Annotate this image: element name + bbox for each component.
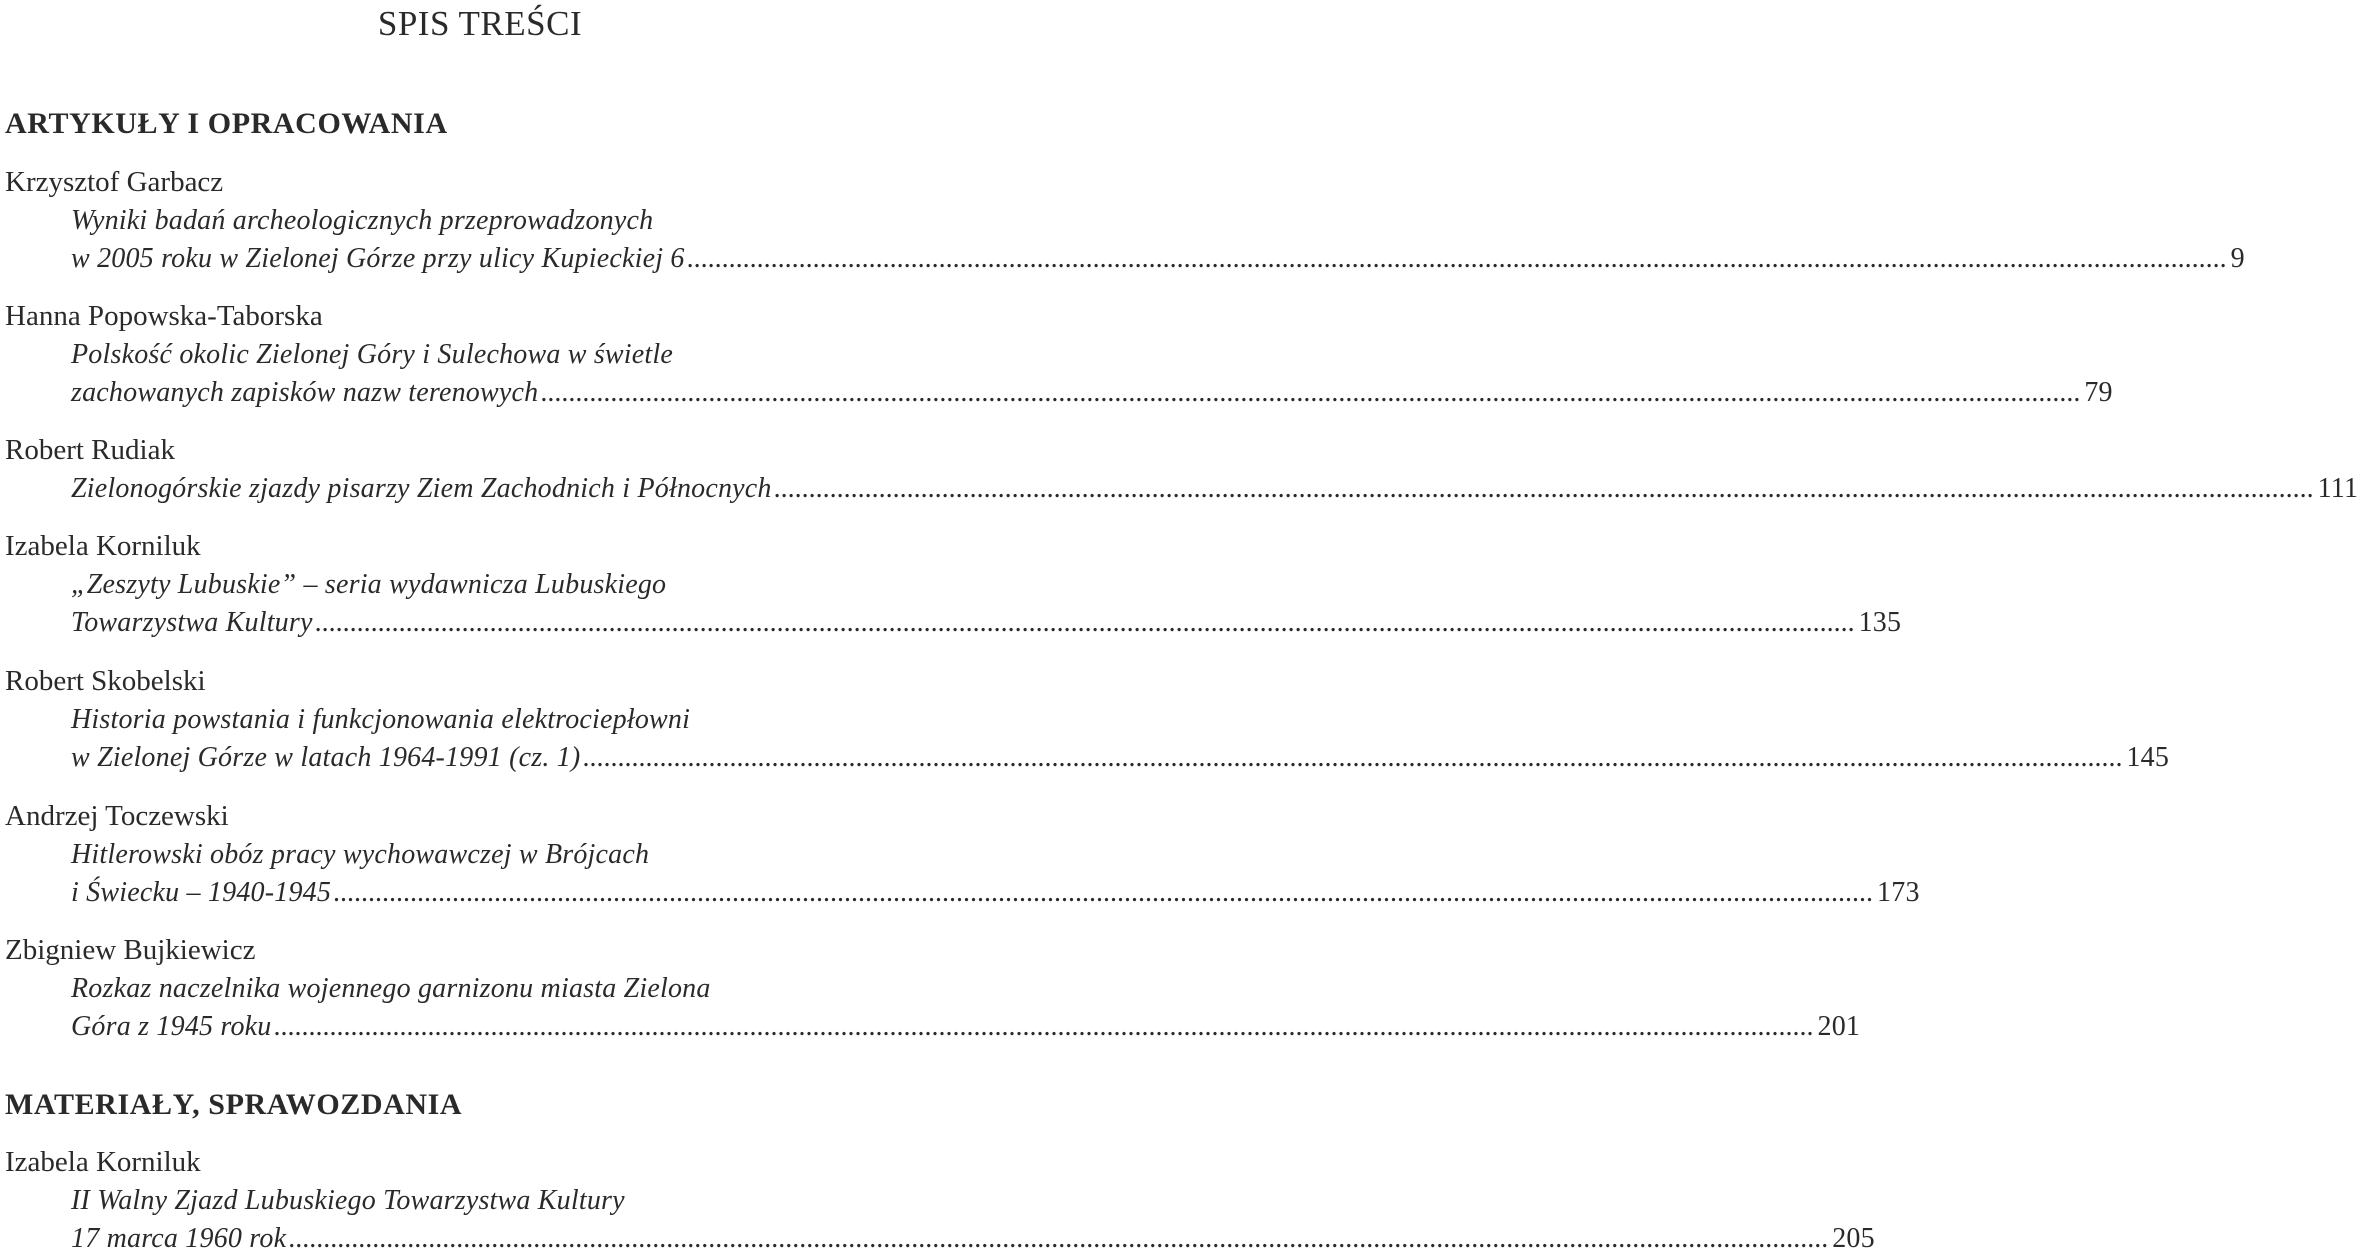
entry-title-text: Towarzystwa Kultury — [71, 607, 313, 638]
entry-title-last-line — [71, 604, 1902, 642]
dot-leader: ............................................................................................................................................................................................................................ — [686, 243, 2227, 274]
section-heading-materials: MATERIAŁY, SPRAWOZDANIA — [5, 1088, 463, 1121]
entry-title-text: zachowanych zapisków nazw terenowych — [71, 377, 539, 408]
entry-page-number: 205 — [1832, 1223, 1875, 1254]
entry-title-line: Wyniki badań archeologicznych przeprowadzonych — [71, 205, 654, 236]
entry-title-text: w 2005 roku w Zielonej Górze przy ulicy Kupieckiej 6 — [71, 243, 685, 274]
entry-author: Izabela Korniluk — [5, 530, 201, 562]
entry-author: Krzysztof Garbacz — [5, 166, 224, 198]
entry-author: Robert Skobelski — [5, 665, 206, 697]
entry-title-last-line — [71, 470, 2358, 508]
dot-leader: ............................................................................................................................................................................................................................ — [582, 742, 2123, 773]
entry-title-line: Hitlerowski obóz pracy wychowawczej w Brójcach — [71, 839, 650, 870]
entry-title-last-line — [71, 739, 2170, 777]
entry-title-last-line — [71, 1220, 1875, 1258]
entry-page-number: 79 — [2084, 377, 2113, 408]
entry-page-number: 201 — [1817, 1011, 1861, 1042]
entry-title-text: Góra z 1945 roku — [71, 1011, 272, 1042]
entry-page-number: 9 — [2230, 243, 2245, 274]
dot-leader: ............................................................................................................................................................................................................................ — [773, 473, 2314, 504]
dot-leader: ............................................................................................................................................................................................................................ — [273, 1011, 1814, 1042]
entry-title-last-line — [71, 240, 2245, 278]
entry-title-text: Zielonogórskie zjazdy pisarzy Ziem Zachodnich i Północnych — [71, 473, 772, 504]
dot-leader: ............................................................................................................................................................................................................................ — [314, 607, 1855, 638]
dot-leader: ............................................................................................................................................................................................................................ — [288, 1223, 1829, 1254]
entry-title-last-line — [71, 374, 2113, 412]
entry-title-line: „Zeszyty Lubuskie” – seria wydawnicza Lubuskiego — [71, 569, 667, 600]
entry-title-text: w Zielonej Górze w latach 1964-1991 (cz. 1) — [71, 742, 581, 773]
entry-author: Andrzej Toczewski — [5, 800, 229, 832]
entry-title-text: 17 marca 1960 rok — [71, 1223, 287, 1254]
entry-author: Hanna Popowska-Taborska — [5, 300, 323, 332]
dot-leader: ............................................................................................................................................................................................................................ — [333, 877, 1874, 908]
entry-title-line: II Walny Zjazd Lubuskiego Towarzystwa Kultury — [71, 1185, 625, 1216]
entry-title-line: Historia powstania i funkcjonowania elektrociepłowni — [71, 704, 691, 735]
section-heading-articles: ARTYKUŁY I OPRACOWANIA — [5, 107, 448, 140]
entry-page-number: 135 — [1858, 607, 1902, 638]
page-title: SPIS TREŚCI — [377, 4, 583, 43]
entry-title-line: Polskość okolic Zielonej Góry i Sulechowa w świetle — [71, 339, 673, 370]
dot-leader: ............................................................................................................................................................................................................................ — [540, 377, 2081, 408]
entry-author: Zbigniew Bujkiewicz — [5, 934, 256, 966]
entry-title-last-line — [71, 874, 1920, 912]
entry-title-text: i Świecku – 1940-1945 — [71, 877, 332, 908]
entry-page-number: 173 — [1877, 877, 1920, 908]
entry-page-number: 145 — [2126, 742, 2170, 773]
entry-author: Robert Rudiak — [5, 434, 175, 466]
entry-page-number: 111 — [2317, 473, 2358, 504]
entry-title-line: Rozkaz naczelnika wojennego garnizonu miasta Zielona — [71, 973, 711, 1004]
entry-author: Izabela Korniluk — [5, 1146, 201, 1178]
entry-title-last-line — [71, 1008, 1861, 1046]
